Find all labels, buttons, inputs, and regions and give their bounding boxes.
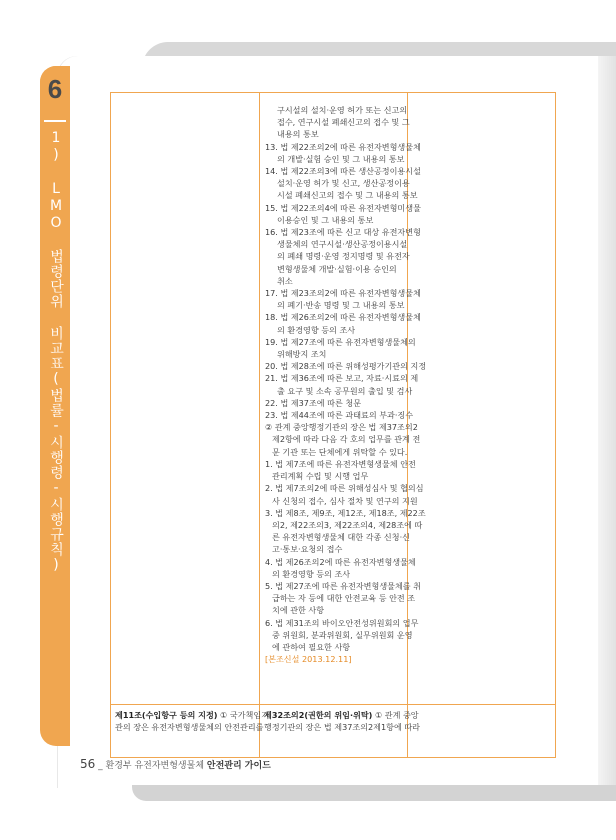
decree-line: 른 유전자변형생물체 대한 각종 신청·신 bbox=[272, 532, 410, 543]
chapter-title-vertical: 1) LMO 법령단위 비교표(법률-시행령-시행규칙) bbox=[48, 130, 64, 574]
page-edge bbox=[598, 56, 616, 788]
decree-line: 5. 법 제27조에 따른 유전자변형생물체를 취 bbox=[265, 580, 421, 591]
page-footer bbox=[80, 757, 271, 771]
decree-line: 20. 법 제28조에 따른 위해성평가기관의 지정 bbox=[265, 361, 427, 372]
chapter-number: 6 bbox=[47, 74, 63, 104]
decree-line: 고·통보·요청의 접수 bbox=[272, 544, 343, 555]
article-new-note: [본조신설 2013.12.11] bbox=[265, 654, 352, 665]
decree-line: 생물체의 연구시설·생산공정이용시설 bbox=[277, 239, 408, 250]
decree-line: 16. 법 제23조에 따른 신고 대상 유전자변형 bbox=[265, 227, 421, 238]
decree-line: 급하는 자 등에 대한 안전교육 등 안전 조 bbox=[272, 593, 416, 604]
decree-line: 의 환경영향 등의 조사 bbox=[277, 324, 356, 335]
decree-line: 설치·운영 허가 및 신고, 생산공정이용 bbox=[277, 178, 410, 189]
table-cell-rule bbox=[408, 93, 556, 705]
decree-line: 제2항에 따라 다음 각 호의 업무를 관계 전 bbox=[272, 434, 421, 445]
table-cell-act bbox=[111, 93, 260, 705]
table-cell-act bbox=[111, 705, 269, 758]
article-11-text bbox=[111, 705, 269, 733]
decree-line: 21. 법 제36조에 따른 보고, 자료·시료의 제 bbox=[265, 373, 419, 384]
decree-line: 2. 법 제7조의2에 따른 위해성심사 및 협의심 bbox=[265, 483, 424, 494]
decree-line: 17. 법 제23조의2에 따른 유전자변형생물체 bbox=[265, 288, 421, 299]
chapter-separator bbox=[44, 120, 66, 122]
article-text: 행정기관의 장은 법 제37조의2제1항에 따라 bbox=[264, 722, 420, 733]
article-text: 관의 장은 유전자변형생물체의 안전관리를 bbox=[115, 722, 264, 733]
decree-line: 3. 법 제8조, 제9조, 제12조, 제18조, 제22조 bbox=[265, 507, 426, 518]
decree-line: 의 개발·실험 승인 및 그 내용의 통보 bbox=[277, 153, 405, 164]
decree-line: 에 관하여 필요한 사항 bbox=[272, 641, 351, 652]
article-heading: 제11조(수입항구 등의 지정) bbox=[115, 710, 218, 720]
decree-line: 23. 법 제44조에 따른 과태료의 부과·징수 bbox=[265, 410, 414, 421]
table-row bbox=[111, 705, 556, 758]
law-comparison-table bbox=[110, 92, 556, 758]
decree-line: 19. 법 제27조에 따른 유전자변형생물체의 bbox=[265, 336, 416, 347]
decree-line: 문 기관 또는 단체에게 위탁할 수 있다. bbox=[272, 446, 408, 457]
decree-line: 1. 법 제7조에 따른 유전자변형생물체 안전 bbox=[265, 458, 416, 469]
decree-line: 치에 관한 사항 bbox=[272, 605, 325, 616]
article-text: ① 국가책임기 bbox=[217, 710, 269, 720]
decree-line: 이용승인 및 그 내용의 통보 bbox=[277, 214, 374, 225]
decree-line: 변형생물체 개발·실험·이용 승인의 bbox=[277, 263, 397, 274]
decree-line: 시설 폐쇄신고의 접수 및 그 내용의 통보 bbox=[277, 190, 418, 201]
decree-line: 18. 법 제26조의2에 따른 유전자변형생물체 bbox=[265, 312, 421, 323]
table-cell-decree bbox=[260, 93, 427, 705]
decree-line: 취소 bbox=[277, 275, 293, 286]
decree-line: 접수, 연구시설 폐쇄신고의 접수 및 그 bbox=[277, 117, 410, 128]
table-row bbox=[111, 93, 556, 705]
decree-line: ② 관계 중앙행정기관의 장은 법 제37조의2 bbox=[265, 422, 418, 433]
decree-line: 14. 법 제22조의3에 따른 생산공정이용시설 bbox=[265, 166, 421, 177]
table-cell-rule bbox=[408, 705, 556, 758]
decree-line: 의2, 제22조의3, 제22조의4, 제28조에 따 bbox=[272, 519, 423, 530]
decree-line: 15. 법 제22조의4에 따른 유전자변형미생물 bbox=[265, 202, 421, 213]
decree-line: 사 신청의 접수, 심사 절차 및 연구의 지원 bbox=[272, 495, 418, 506]
decree-line: 위해방지 조치 bbox=[277, 349, 327, 360]
article-text: ① 관계 중앙 bbox=[372, 710, 419, 720]
decree-line: 출 요구 및 소속 공무원의 출입 및 검사 bbox=[277, 385, 413, 396]
footer-separator: _ bbox=[95, 761, 106, 771]
decree-line: 13. 법 제22조의2에 따른 유전자변형생물체 bbox=[265, 141, 421, 152]
article-32-2-text bbox=[260, 705, 420, 733]
decree-line: 6. 법 제31조의 바이오안전성위원회의 업무 bbox=[265, 617, 419, 628]
decree-line: 4. 법 제26조의2에 따른 유전자변형생물체 bbox=[265, 556, 416, 567]
footer-text: 환경부 유전자변형생물체 bbox=[105, 761, 207, 771]
footer-bold-text: 안전관리 가이드 bbox=[206, 761, 271, 771]
decree-line: 22. 법 제37조에 따른 청문 bbox=[265, 397, 362, 408]
decree-line: 중 위원회, 분과위원회, 실무위원회 운영 bbox=[272, 629, 413, 640]
page-number: 56 bbox=[80, 757, 96, 771]
table-cell-decree bbox=[260, 705, 420, 758]
top-margin bbox=[0, 0, 616, 38]
decree-line: 구시설의 설치·운영 허가 또는 신고의 bbox=[277, 105, 408, 115]
decree-line: 의 환경영향 등의 조사 bbox=[272, 568, 351, 579]
page-shadow-bottom bbox=[132, 785, 616, 801]
decree-line: 의 폐기·반송 명령 및 그 내용의 통보 bbox=[277, 300, 405, 311]
decree-line: 관리계획 수립 및 시행 업무 bbox=[272, 471, 369, 482]
decree-text bbox=[260, 93, 427, 704]
decree-line: 의 폐쇄 명령·운영 정지명령 및 유전자 bbox=[277, 251, 410, 262]
decree-line: 내용의 통보 bbox=[277, 129, 319, 140]
article-heading: 제32조의2(권한의 위임·위탁) bbox=[264, 710, 373, 720]
